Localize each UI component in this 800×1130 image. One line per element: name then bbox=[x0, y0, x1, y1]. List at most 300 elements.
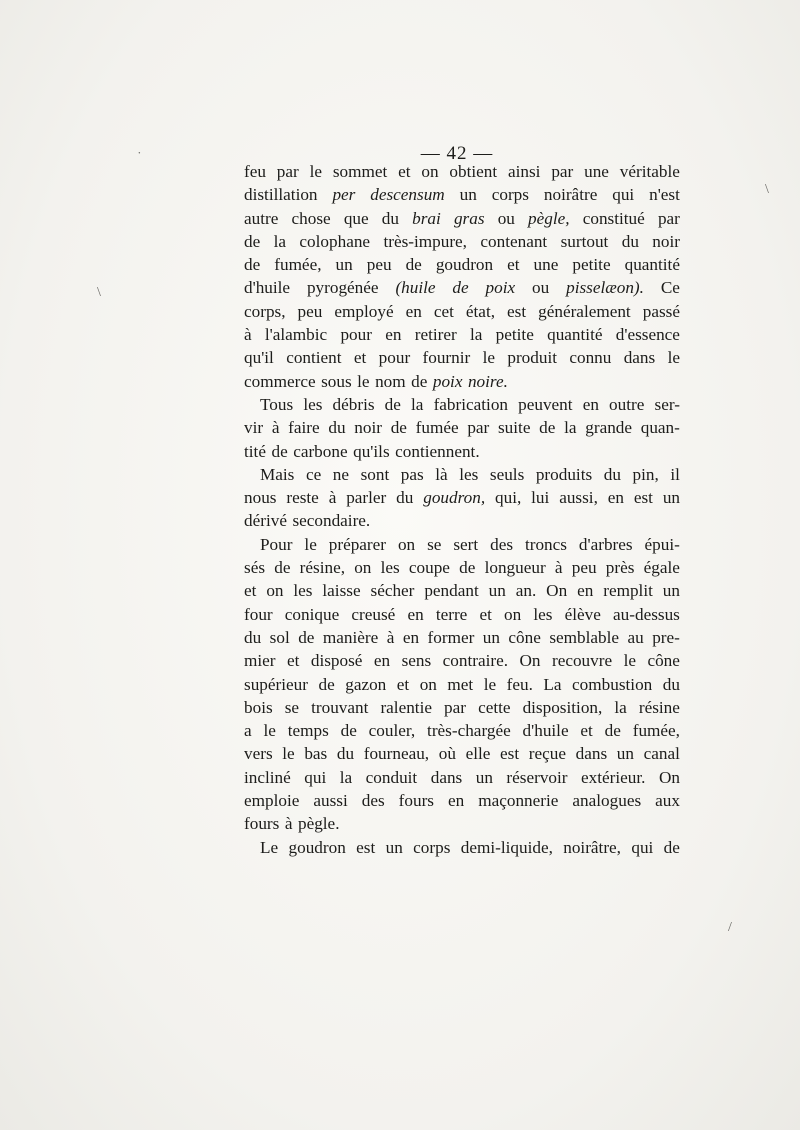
word: une bbox=[584, 162, 609, 181]
word: un bbox=[459, 185, 477, 205]
word: aux bbox=[655, 791, 680, 811]
word: on bbox=[397, 534, 416, 554]
word: goudron, bbox=[423, 488, 486, 508]
word: pas bbox=[400, 464, 424, 484]
word: un bbox=[482, 627, 500, 647]
word: est bbox=[633, 488, 653, 508]
text-line bbox=[244, 766, 680, 789]
word: résine bbox=[638, 697, 680, 717]
word: de bbox=[390, 418, 407, 438]
word: par bbox=[444, 697, 466, 717]
text-line bbox=[244, 160, 680, 183]
text-line bbox=[244, 323, 680, 346]
word: élève bbox=[564, 604, 601, 624]
word: des bbox=[361, 791, 385, 811]
word: de bbox=[244, 231, 261, 251]
word: de bbox=[340, 721, 357, 741]
word: les bbox=[533, 604, 553, 624]
word: un bbox=[488, 581, 506, 601]
word: l'alambic bbox=[264, 325, 328, 345]
word: bois bbox=[244, 697, 273, 717]
word: débris bbox=[332, 394, 375, 414]
word: le bbox=[357, 371, 370, 391]
word: de bbox=[274, 558, 291, 578]
word: tité bbox=[244, 441, 266, 461]
word: On bbox=[519, 651, 541, 671]
word: constitué bbox=[582, 208, 645, 228]
word: fours bbox=[244, 814, 280, 834]
word: de bbox=[663, 837, 680, 857]
word: par bbox=[276, 162, 299, 181]
word: dans bbox=[575, 744, 608, 764]
word: à bbox=[244, 325, 252, 345]
word: obtient bbox=[449, 162, 498, 181]
word: du bbox=[603, 464, 621, 484]
text-line bbox=[244, 719, 680, 742]
word: an. bbox=[515, 581, 537, 601]
word: longueur bbox=[484, 558, 546, 578]
word: pin, bbox=[632, 464, 659, 484]
word: ou bbox=[497, 208, 515, 228]
page-number: — 42 — bbox=[420, 143, 494, 164]
word: il bbox=[670, 464, 680, 484]
text-line bbox=[244, 440, 680, 463]
word: chose bbox=[291, 208, 331, 228]
word: semblable bbox=[549, 627, 620, 647]
word: sécher bbox=[370, 581, 415, 601]
word: qu'il bbox=[244, 348, 274, 368]
word: produits bbox=[535, 464, 593, 484]
word: fournir bbox=[422, 348, 471, 368]
word: la bbox=[411, 394, 424, 414]
word: sert bbox=[453, 534, 479, 554]
word: noirâtre, bbox=[563, 837, 621, 857]
word: du bbox=[244, 627, 262, 647]
word: en bbox=[607, 488, 624, 508]
word: de bbox=[604, 721, 621, 741]
word: terre bbox=[435, 604, 468, 624]
word: coupe bbox=[408, 558, 450, 578]
text-line bbox=[244, 276, 680, 299]
word: d'arbres bbox=[578, 534, 633, 554]
word: au-dessus bbox=[613, 604, 680, 624]
word: feu bbox=[244, 162, 266, 181]
word: et bbox=[286, 651, 300, 671]
word: noirâtre bbox=[543, 185, 598, 205]
word: égale bbox=[643, 558, 680, 578]
word: ou bbox=[532, 278, 550, 298]
word: noire. bbox=[467, 371, 508, 391]
word: en bbox=[577, 581, 594, 601]
word: parler bbox=[346, 488, 387, 508]
word: que bbox=[343, 208, 369, 228]
word: couler, bbox=[368, 721, 416, 741]
word: pisselæon). bbox=[566, 278, 644, 298]
word: des bbox=[490, 534, 514, 554]
text-line bbox=[244, 742, 680, 765]
word: corps bbox=[413, 837, 451, 857]
word: de bbox=[411, 371, 428, 391]
word: corps bbox=[491, 185, 529, 205]
word: dérivé bbox=[244, 511, 287, 531]
word: per bbox=[332, 185, 356, 205]
word: pyrogénée bbox=[306, 278, 379, 298]
text-line bbox=[244, 836, 680, 859]
word: ainsi bbox=[508, 162, 541, 181]
word: ce bbox=[305, 464, 322, 484]
text-line bbox=[244, 300, 680, 323]
word: conique bbox=[284, 604, 340, 624]
word: suite bbox=[497, 418, 531, 438]
word: résine, bbox=[299, 558, 345, 578]
text-line bbox=[244, 626, 680, 649]
word: Ce bbox=[660, 278, 680, 298]
word: analogues bbox=[572, 791, 642, 811]
specks-mark: ˙ bbox=[137, 150, 142, 165]
word: faire bbox=[288, 418, 320, 438]
word: en bbox=[448, 791, 465, 811]
word: ser- bbox=[654, 394, 680, 414]
word: très-chargée bbox=[427, 721, 511, 741]
word: colophane bbox=[299, 231, 371, 251]
word: goudron bbox=[435, 255, 494, 275]
word: le bbox=[282, 744, 295, 764]
word: a bbox=[244, 721, 252, 741]
word: généralement bbox=[538, 301, 631, 321]
word: et bbox=[479, 604, 492, 624]
text-line bbox=[244, 486, 680, 509]
word: pour bbox=[378, 348, 411, 368]
text-line bbox=[244, 696, 680, 719]
word: met bbox=[447, 674, 474, 694]
word: quan- bbox=[640, 418, 680, 438]
word: gras bbox=[453, 208, 485, 228]
text-line bbox=[244, 463, 680, 486]
word: nous bbox=[244, 488, 277, 508]
word: pre- bbox=[652, 627, 680, 647]
text-line bbox=[244, 370, 680, 393]
word: fumée, bbox=[274, 255, 322, 275]
word: et bbox=[398, 162, 411, 181]
word: sens bbox=[401, 651, 432, 671]
word: on bbox=[419, 674, 437, 694]
word: aussi bbox=[313, 791, 348, 811]
word: Tous bbox=[260, 394, 294, 414]
specks-mark: \ bbox=[97, 285, 101, 300]
word: reste bbox=[286, 488, 319, 508]
word: fumée bbox=[415, 418, 459, 438]
word: On bbox=[546, 581, 568, 601]
word: préparer bbox=[328, 534, 387, 554]
word: les bbox=[293, 581, 313, 601]
text-line bbox=[244, 393, 680, 416]
word: demi-liquide, bbox=[460, 837, 553, 857]
word: seuls bbox=[489, 464, 525, 484]
word: qui bbox=[304, 767, 327, 787]
text-line bbox=[244, 207, 680, 230]
word: de bbox=[459, 558, 476, 578]
word: four bbox=[244, 604, 273, 624]
word: on bbox=[354, 558, 372, 578]
word: un bbox=[385, 837, 403, 857]
word: la bbox=[614, 697, 627, 717]
word: disposé bbox=[310, 651, 363, 671]
word: près bbox=[605, 558, 635, 578]
word: outre bbox=[609, 394, 645, 414]
word: grande bbox=[585, 418, 633, 438]
word: noir bbox=[354, 418, 382, 438]
word: sont bbox=[360, 464, 390, 484]
word: à bbox=[284, 814, 293, 834]
word: cet bbox=[433, 301, 454, 321]
word: un bbox=[616, 744, 634, 764]
text-line bbox=[244, 230, 680, 253]
word: d'huile bbox=[244, 278, 291, 298]
word: former bbox=[427, 627, 475, 647]
word: produit bbox=[507, 348, 557, 368]
word: Mais bbox=[260, 464, 295, 484]
word: contient bbox=[286, 348, 342, 368]
text-line bbox=[244, 533, 680, 556]
text-line bbox=[244, 812, 680, 835]
word: un bbox=[335, 255, 353, 275]
word: commerce bbox=[244, 371, 316, 391]
specks-mark: / bbox=[728, 920, 732, 935]
word: elle bbox=[465, 744, 491, 764]
word: de bbox=[452, 278, 469, 298]
word: les bbox=[380, 558, 400, 578]
word: bas bbox=[304, 744, 328, 764]
word: creusé bbox=[351, 604, 396, 624]
word: les bbox=[303, 394, 323, 414]
word: on bbox=[266, 581, 284, 601]
word: surtout bbox=[560, 231, 609, 251]
word: à bbox=[271, 418, 280, 438]
word: et bbox=[507, 255, 520, 275]
word: le bbox=[482, 348, 495, 368]
word: remplit bbox=[603, 581, 653, 601]
word: cône bbox=[647, 651, 680, 671]
word: et bbox=[396, 674, 410, 694]
word: on bbox=[504, 604, 522, 624]
word: et bbox=[244, 581, 257, 601]
word: de bbox=[384, 394, 401, 414]
word: de bbox=[539, 418, 556, 438]
word: lui bbox=[531, 488, 550, 508]
word: de bbox=[405, 255, 422, 275]
word: trouvant bbox=[311, 697, 369, 717]
word: de bbox=[298, 627, 315, 647]
word: mier bbox=[244, 651, 276, 671]
text-line bbox=[244, 183, 680, 206]
word: contiennent. bbox=[395, 441, 480, 461]
word: noir bbox=[652, 231, 680, 251]
word: quantité bbox=[547, 325, 603, 345]
word: supérieur bbox=[244, 674, 308, 694]
word: vir bbox=[244, 418, 264, 438]
word: en bbox=[407, 604, 424, 624]
word: petite bbox=[495, 325, 534, 345]
word: dans bbox=[623, 348, 656, 368]
word: fumée, bbox=[632, 721, 680, 741]
word: employé bbox=[334, 301, 394, 321]
word: la bbox=[339, 767, 353, 787]
word: sommet bbox=[332, 162, 388, 181]
word: (huile bbox=[395, 278, 436, 298]
word: état, bbox=[465, 301, 496, 321]
word: peu bbox=[571, 558, 597, 578]
word: se bbox=[427, 534, 442, 554]
word: combustion bbox=[572, 674, 653, 694]
word: fabrication bbox=[433, 394, 509, 414]
word: conduit bbox=[365, 767, 418, 787]
word: et bbox=[580, 721, 593, 741]
word: par bbox=[657, 208, 680, 228]
word: contraire. bbox=[442, 651, 509, 671]
word: La bbox=[543, 674, 562, 694]
word: recouvre bbox=[551, 651, 613, 671]
word: peu bbox=[366, 255, 392, 275]
word: autre bbox=[244, 208, 279, 228]
word: un bbox=[662, 488, 680, 508]
text-line bbox=[244, 346, 680, 369]
word: à bbox=[328, 488, 337, 508]
word: la bbox=[564, 418, 577, 438]
word: sol bbox=[269, 627, 290, 647]
word: d'essence bbox=[615, 325, 680, 345]
word: extérieur. bbox=[581, 767, 646, 787]
word: qui bbox=[612, 185, 635, 205]
word: où bbox=[438, 744, 456, 764]
word: fours bbox=[398, 791, 434, 811]
word: est bbox=[356, 837, 376, 857]
word: reçue bbox=[528, 744, 566, 764]
word: pègle, bbox=[528, 208, 570, 228]
word: incliné bbox=[244, 767, 291, 787]
text-line bbox=[244, 789, 680, 812]
text-line bbox=[244, 603, 680, 626]
word: le bbox=[304, 534, 317, 554]
word: dans bbox=[430, 767, 463, 787]
word: un bbox=[475, 767, 493, 787]
word: en bbox=[373, 651, 391, 671]
word: la bbox=[469, 325, 483, 345]
word: du bbox=[336, 744, 355, 764]
word: d'huile bbox=[522, 721, 569, 741]
word: brai bbox=[412, 208, 441, 228]
word: du bbox=[328, 418, 346, 438]
word: le bbox=[309, 162, 322, 181]
word: là bbox=[435, 464, 448, 484]
word: fourneau, bbox=[363, 744, 430, 764]
word: canal bbox=[643, 744, 680, 764]
specks-mark: \ bbox=[765, 182, 769, 197]
word: du bbox=[662, 674, 680, 694]
word: laisse bbox=[322, 581, 361, 601]
word: quantité bbox=[624, 255, 680, 275]
text-line bbox=[244, 579, 680, 602]
word: est bbox=[507, 301, 527, 321]
word: la bbox=[273, 231, 287, 251]
word: une bbox=[533, 255, 559, 275]
word: retirer bbox=[414, 325, 457, 345]
text-line bbox=[244, 673, 680, 696]
word: du bbox=[381, 208, 399, 228]
word: ne bbox=[332, 464, 349, 484]
text-line bbox=[244, 416, 680, 439]
word: cône bbox=[508, 627, 541, 647]
word: descensum bbox=[370, 185, 445, 205]
word: feu. bbox=[506, 674, 533, 694]
word: gazon bbox=[345, 674, 387, 694]
word: très-impure, bbox=[383, 231, 467, 251]
word: poix bbox=[432, 371, 463, 391]
text-line bbox=[244, 556, 680, 579]
word: le bbox=[483, 674, 497, 694]
word: par bbox=[467, 418, 490, 438]
word: le bbox=[263, 721, 276, 741]
word: sés bbox=[244, 558, 266, 578]
word: passé bbox=[642, 301, 680, 321]
word: pègle. bbox=[297, 814, 340, 834]
word: sous bbox=[321, 371, 352, 391]
word: troncs bbox=[524, 534, 567, 554]
word: qui, bbox=[495, 488, 522, 508]
word: nom bbox=[375, 371, 406, 391]
word: cette bbox=[478, 697, 511, 717]
word: vers bbox=[244, 744, 273, 764]
word: le bbox=[667, 348, 680, 368]
word: poix bbox=[485, 278, 516, 298]
word: de bbox=[244, 255, 261, 275]
word: disposition, bbox=[522, 697, 603, 717]
word: distillation bbox=[244, 185, 318, 205]
word: de bbox=[271, 441, 288, 461]
word: en bbox=[405, 301, 422, 321]
word: peu bbox=[297, 301, 323, 321]
word: on bbox=[421, 162, 439, 181]
word: connu bbox=[569, 348, 612, 368]
word: secondaire. bbox=[292, 511, 371, 531]
text-line bbox=[244, 649, 680, 672]
word: petite bbox=[572, 255, 611, 275]
word: en bbox=[582, 394, 599, 414]
word: à bbox=[554, 558, 563, 578]
word: épui- bbox=[644, 534, 680, 554]
word: se bbox=[284, 697, 300, 717]
word: en bbox=[385, 325, 402, 345]
word: pendant bbox=[424, 581, 479, 601]
word: emploie bbox=[244, 791, 300, 811]
body-text bbox=[244, 160, 680, 859]
text-line bbox=[244, 253, 680, 276]
word: contenant bbox=[480, 231, 548, 251]
word: pour bbox=[340, 325, 372, 345]
word: Pour bbox=[260, 534, 293, 554]
word: un bbox=[662, 581, 680, 601]
word: n'est bbox=[649, 185, 680, 205]
word: véritable bbox=[619, 162, 680, 181]
word: à bbox=[386, 627, 395, 647]
word: ralentie bbox=[380, 697, 432, 717]
word: le bbox=[623, 651, 636, 671]
word: et bbox=[353, 348, 367, 368]
word: est bbox=[500, 744, 520, 764]
word: temps bbox=[287, 721, 329, 741]
word: maçonnerie bbox=[478, 791, 559, 811]
word: du bbox=[396, 488, 414, 508]
word: peuvent bbox=[518, 394, 573, 414]
